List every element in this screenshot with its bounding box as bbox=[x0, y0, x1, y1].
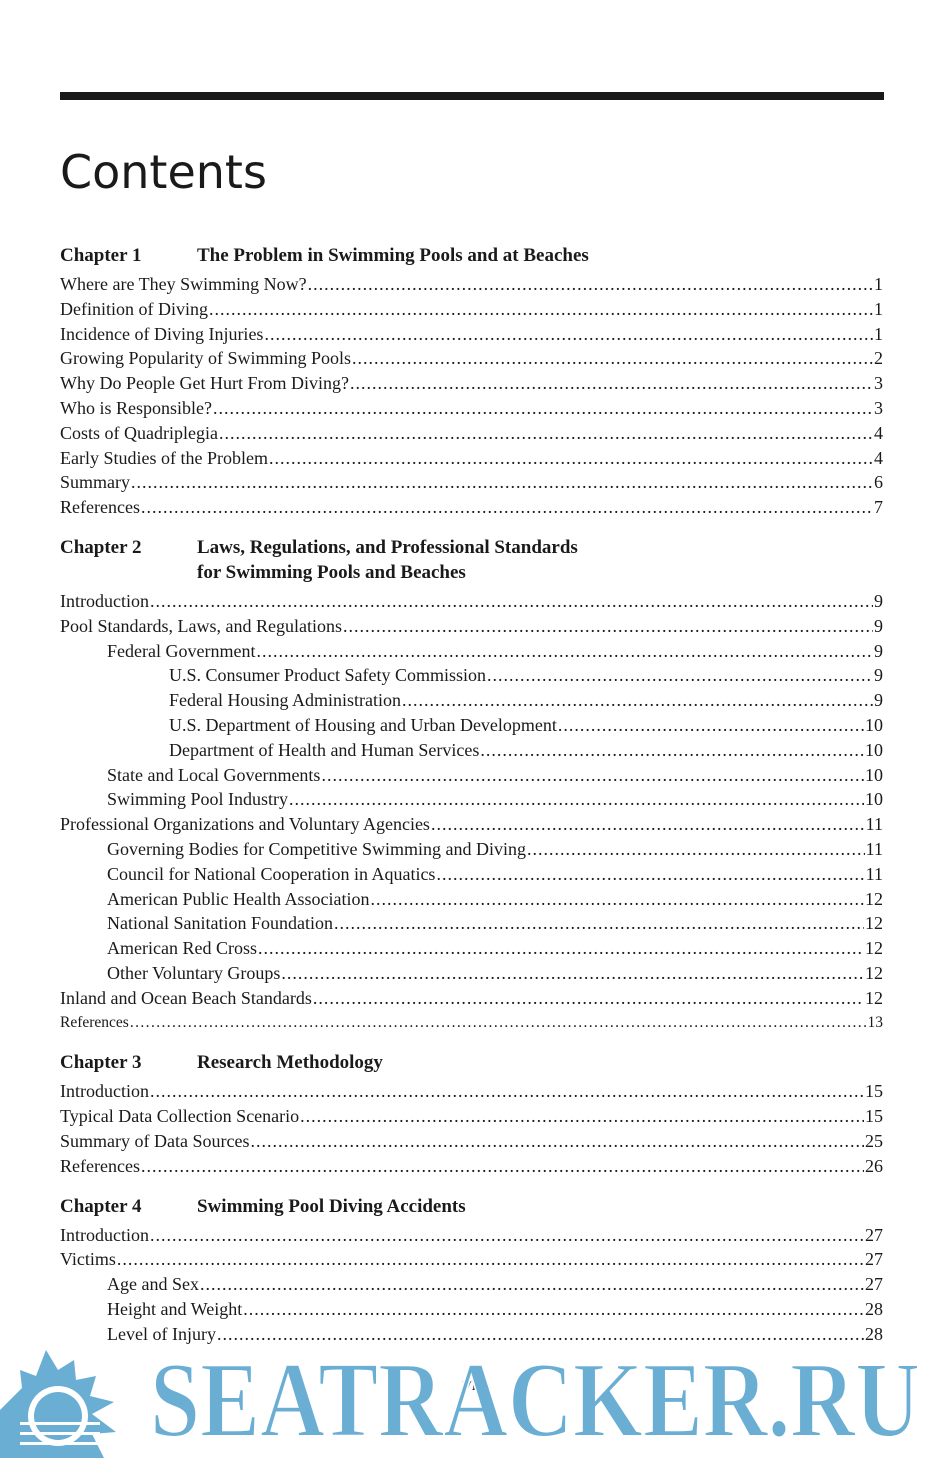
toc-entry bbox=[60, 738, 883, 763]
toc-entry bbox=[60, 812, 883, 837]
toc-entry-title: Height and Weight bbox=[107, 1298, 243, 1319]
dot-leader bbox=[308, 272, 873, 297]
dot-leader bbox=[558, 713, 864, 738]
toc-entry-title: Inland and Ocean Beach Standards bbox=[60, 987, 312, 1008]
toc-entry-title: Professional Organizations and Voluntary Agencies bbox=[60, 814, 430, 835]
dot-leader bbox=[402, 688, 873, 713]
toc-entry bbox=[60, 1223, 883, 1248]
toc-entry-page: 9 bbox=[874, 665, 883, 686]
toc-entry bbox=[60, 322, 883, 347]
toc-entry-page: 6 bbox=[874, 472, 883, 493]
dot-leader bbox=[141, 1154, 864, 1179]
page-title: Contents bbox=[60, 145, 267, 199]
toc-entry-title: Federal Government bbox=[107, 640, 256, 661]
toc-entry bbox=[60, 787, 883, 812]
toc-entry-page: 11 bbox=[865, 863, 883, 884]
sun-icon bbox=[0, 1350, 116, 1458]
toc-entry-title: Typical Data Collection Scenario bbox=[60, 1106, 300, 1127]
toc-entry bbox=[60, 763, 883, 788]
toc-entry-title: Summary of Data Sources bbox=[60, 1130, 250, 1151]
toc-entry-page: 10 bbox=[865, 789, 883, 810]
chapter-number: Chapter 1 bbox=[60, 245, 142, 266]
toc-entry-page: 13 bbox=[867, 1013, 883, 1031]
dot-leader bbox=[313, 986, 864, 1011]
dot-leader bbox=[150, 1079, 864, 1104]
toc-entry-page: 25 bbox=[865, 1130, 883, 1151]
toc-entry-title: Why Do People Get Hurt From Diving? bbox=[60, 373, 349, 394]
toc-entry-page: 27 bbox=[865, 1274, 883, 1295]
chapter-title bbox=[197, 535, 883, 585]
toc-entry-page: 2 bbox=[874, 348, 883, 369]
toc-entry-page: 12 bbox=[865, 913, 883, 934]
toc-entry-title: Where are They Swimming Now? bbox=[60, 274, 307, 294]
dot-leader bbox=[131, 470, 873, 495]
toc-entry-page: 1 bbox=[874, 323, 883, 344]
dot-leader bbox=[480, 738, 864, 763]
dot-leader bbox=[350, 371, 873, 396]
toc-entry-page: 28 bbox=[865, 1298, 883, 1319]
dot-leader bbox=[527, 837, 865, 862]
toc-entry bbox=[60, 837, 883, 862]
toc-entry-title: U.S. Consumer Product Safety Commission bbox=[169, 665, 487, 686]
toc-entry-title: Summary bbox=[60, 472, 130, 493]
toc-entry-page: 10 bbox=[865, 764, 883, 785]
toc-entry-title: Pool Standards, Laws, and Regulations bbox=[60, 615, 342, 636]
toc-entry bbox=[60, 495, 883, 520]
toc-entry bbox=[60, 346, 883, 371]
toc-entry-title: Growing Popularity of Swimming Pools bbox=[60, 348, 352, 369]
toc-entry bbox=[60, 446, 883, 471]
table-of-contents bbox=[60, 243, 883, 1346]
toc-entry-title: Federal Housing Administration bbox=[169, 690, 401, 711]
dot-leader bbox=[436, 862, 864, 887]
dot-leader bbox=[150, 589, 873, 614]
watermark-text: SEATRACKER.RU bbox=[150, 1341, 920, 1458]
toc-entry-title: Definition of Diving bbox=[60, 298, 208, 319]
dot-leader bbox=[150, 1223, 864, 1248]
toc-entry-page: 15 bbox=[865, 1081, 883, 1102]
chapter-heading bbox=[60, 535, 883, 585]
toc-entry bbox=[60, 911, 883, 936]
toc-entry-page: 3 bbox=[874, 397, 883, 418]
dot-leader bbox=[281, 961, 864, 986]
toc-entry-title: Costs of Quadriplegia bbox=[60, 422, 218, 443]
toc-entry bbox=[60, 421, 883, 446]
toc-entry bbox=[60, 1154, 883, 1179]
chapter-heading bbox=[60, 1194, 883, 1219]
toc-entry-page: 10 bbox=[865, 739, 883, 760]
toc-entry bbox=[60, 936, 883, 961]
dot-leader bbox=[334, 911, 864, 936]
dot-leader bbox=[141, 495, 873, 520]
page-number: vii bbox=[462, 1374, 482, 1394]
toc-entry bbox=[60, 862, 883, 887]
chapter-title-line: Laws, Regulations, and Professional Standards bbox=[197, 536, 578, 558]
toc-entry-page: 26 bbox=[865, 1155, 883, 1176]
dot-leader bbox=[431, 812, 865, 837]
header-rule bbox=[60, 92, 884, 100]
toc-entry-title: References bbox=[60, 1013, 129, 1031]
toc-entry-title: References bbox=[60, 497, 140, 518]
dot-leader bbox=[256, 639, 873, 664]
chapter-title bbox=[197, 243, 883, 268]
toc-entry-title: National Sanitation Foundation bbox=[107, 913, 333, 934]
toc-entry-page: 1 bbox=[874, 298, 883, 319]
toc-entry-page: 10 bbox=[865, 714, 883, 735]
dot-leader bbox=[258, 936, 864, 961]
chapter-title bbox=[197, 1050, 883, 1075]
chapter-title-line: The Problem in Swimming Pools and at Beaches bbox=[197, 245, 589, 266]
toc-entry bbox=[60, 371, 883, 396]
toc-entry-page: 12 bbox=[865, 938, 883, 959]
toc-entry-title: Introduction bbox=[60, 1224, 149, 1245]
toc-entry-page: 4 bbox=[874, 447, 883, 468]
chapter-number: Chapter 4 bbox=[60, 1195, 142, 1217]
toc-entry-title: Age and Sex bbox=[107, 1274, 199, 1295]
dot-leader bbox=[352, 346, 873, 371]
toc-entry bbox=[60, 614, 883, 639]
toc-entry bbox=[60, 713, 883, 738]
chapter-title bbox=[197, 1194, 883, 1219]
toc-entry bbox=[60, 639, 883, 664]
toc-entry-page: 4 bbox=[874, 422, 883, 443]
toc-entry-title: Who is Responsible? bbox=[60, 397, 212, 418]
toc-entry-title: Other Voluntary Groups bbox=[107, 962, 281, 983]
dot-leader bbox=[321, 763, 864, 788]
dot-leader bbox=[269, 446, 873, 471]
toc-entry bbox=[60, 663, 883, 688]
dot-leader bbox=[343, 614, 873, 639]
toc-entry-page: 12 bbox=[865, 888, 883, 909]
toc-entry bbox=[60, 688, 883, 713]
dot-leader bbox=[289, 787, 864, 812]
dot-leader bbox=[264, 322, 873, 347]
dot-leader bbox=[219, 421, 873, 446]
toc-entry-title: Swimming Pool Industry bbox=[107, 789, 289, 810]
toc-entry-page: 9 bbox=[874, 615, 883, 636]
toc-entry-title: References bbox=[60, 1155, 140, 1176]
toc-entry-title: Level of Injury bbox=[107, 1323, 216, 1344]
toc-entry-title: American Red Cross bbox=[107, 938, 257, 959]
toc-entry-title: American Public Health Association bbox=[107, 888, 370, 909]
toc-entry bbox=[60, 1079, 883, 1104]
dot-leader bbox=[130, 1011, 867, 1036]
chapter-number: Chapter 3 bbox=[60, 1052, 142, 1074]
dot-leader bbox=[250, 1129, 864, 1154]
toc-entry-title: Incidence of Diving Injuries bbox=[60, 323, 264, 344]
toc-entry-title: Introduction bbox=[60, 1081, 149, 1102]
toc-entry-page: 27 bbox=[865, 1224, 883, 1245]
dot-leader bbox=[200, 1272, 864, 1297]
toc-entry bbox=[60, 1247, 883, 1272]
toc-entry-page: 9 bbox=[874, 640, 883, 661]
chapter-title-line: Swimming Pool Diving Accidents bbox=[197, 1195, 466, 1217]
toc-entry-page: 15 bbox=[865, 1106, 883, 1127]
toc-entry-page: 9 bbox=[874, 590, 883, 611]
toc-entry bbox=[60, 297, 883, 322]
toc-entry-page: 28 bbox=[865, 1323, 883, 1344]
dot-leader bbox=[487, 663, 873, 688]
toc-entry-title: Governing Bodies for Competitive Swimming and Diving bbox=[107, 838, 526, 859]
toc-entry bbox=[60, 1011, 883, 1036]
chapter-heading bbox=[60, 1050, 883, 1075]
toc-entry-page: 12 bbox=[865, 962, 883, 983]
toc-entry-page: 3 bbox=[874, 373, 883, 394]
chapter-heading bbox=[60, 243, 883, 268]
dot-leader bbox=[213, 396, 873, 421]
toc-entry bbox=[60, 470, 883, 495]
toc-entry bbox=[60, 1104, 883, 1129]
toc-entry bbox=[60, 1129, 883, 1154]
toc-entry-title: Department of Health and Human Services bbox=[169, 739, 480, 760]
watermark bbox=[0, 1316, 944, 1458]
toc-entry-title: Victims bbox=[60, 1249, 116, 1270]
toc-entry bbox=[60, 396, 883, 421]
toc-entry-page: 27 bbox=[865, 1249, 883, 1270]
toc-entry-page: 12 bbox=[865, 987, 883, 1008]
toc-entry-page: 9 bbox=[874, 690, 883, 711]
toc-entry bbox=[60, 1272, 883, 1297]
toc-entry-title: U.S. Department of Housing and Urban Development bbox=[169, 714, 557, 735]
dot-leader bbox=[300, 1104, 864, 1129]
toc-entry-title: Introduction bbox=[60, 590, 149, 611]
toc-entry-page: 1 bbox=[874, 274, 883, 294]
chapter-title-line: Research Methodology bbox=[197, 1052, 383, 1074]
toc-entry bbox=[60, 961, 883, 986]
toc-entry bbox=[60, 986, 883, 1011]
dot-leader bbox=[117, 1247, 864, 1272]
chapter-title-line: for Swimming Pools and Beaches bbox=[197, 561, 466, 583]
dot-leader bbox=[370, 887, 864, 912]
toc-entry bbox=[60, 589, 883, 614]
toc-entry bbox=[60, 272, 883, 297]
toc-entry-page: 7 bbox=[874, 497, 883, 518]
chapter-number: Chapter 2 bbox=[60, 536, 142, 558]
toc-entry bbox=[60, 887, 883, 912]
toc-entry-title: Council for National Cooperation in Aquatics bbox=[107, 863, 436, 884]
dot-leader bbox=[209, 297, 873, 322]
toc-entry-title: State and Local Governments bbox=[107, 764, 321, 785]
toc-entry-title: Early Studies of the Problem bbox=[60, 447, 268, 468]
toc-entry-page: 11 bbox=[865, 814, 883, 835]
toc-entry-page: 11 bbox=[865, 838, 883, 859]
